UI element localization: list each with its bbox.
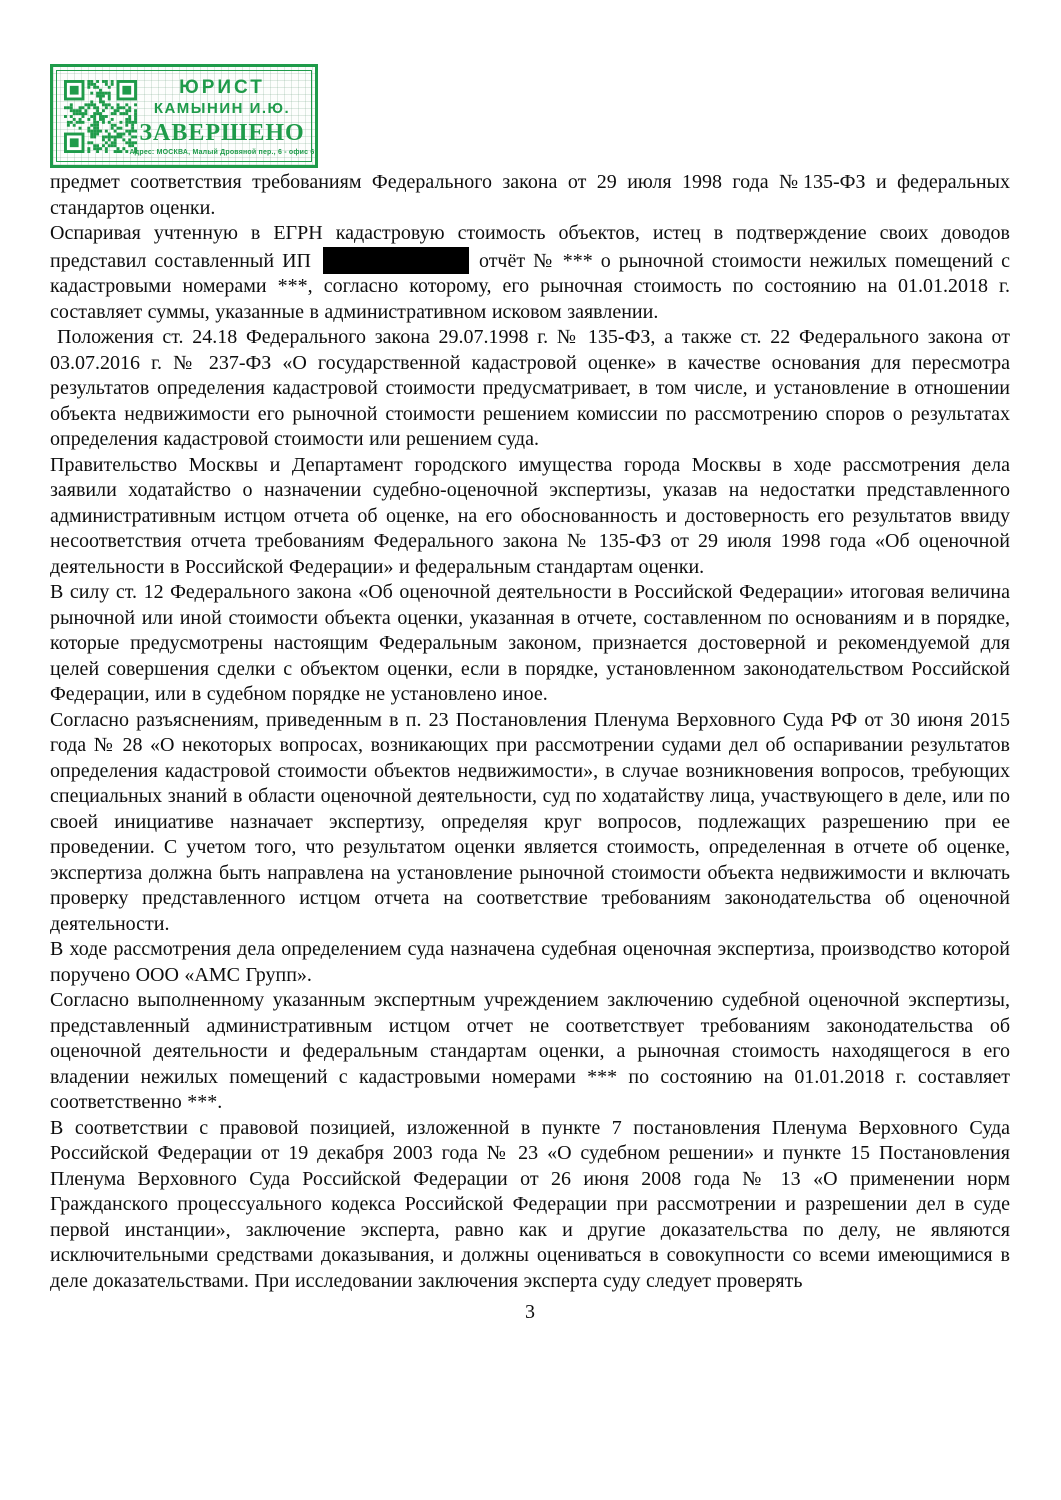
certification-stamp-inner-border: [56, 70, 315, 162]
paragraph-text: отчёт № *** о рыночной стоимости нежилых помещений с кадастровыми номерами ***, согласно которому, его рыночная стоимость по состоянию на 01.01.2018 г. составляет суммы, указанные в административном исковом заявлении.: [50, 249, 1010, 323]
page-number: 3: [525, 1301, 535, 1323]
paragraph: Правительство Москвы и Департамент городского имущества города Москвы в ходе рассмотрения дела заявили ходатайство о назначении судебно-оценочной экспертизы, указав на недостатки представленного административным истцом отчета об оценке, на его обоснованность и достоверность его результатов ввиду несоответствия отчета требованиям Федерального закона № 135-ФЗ от 29 июля 1998 года «Об оценочной деятельности в Российской Федерации» и федеральным стандартам оценки.: [50, 453, 1010, 578]
paragraph-with-redaction: [50, 221, 1010, 325]
paragraph-text: Оспаривая учтенную в ЕГРН кадастровую стоимость объектов, истец в подтверждение своих доводов представил составленный ИП: [50, 222, 1010, 272]
paragraph: предмет соответствия требованиям Федерального закона от 29 июля 1998 года №135-ФЗ и федеральных стандартов оценки.: [50, 171, 1010, 219]
qr-code-icon: [64, 80, 137, 153]
paragraph: Согласно выполненному указанным экспертным учреждением заключению судебной оценочной экспертизы, представленный административным истцом отчет не соответствует требованиям законодательства об оценочной деятельности и федеральным стандартам оценки, а рыночная стоимость находящегося в его владении нежилых помещений с кадастровыми номерами *** по состоянию на 01.01.2018 г. составляет соответственно ***.: [50, 989, 1010, 1113]
paragraph: Согласно разъяснениям, приведенным в п. 23 Постановления Пленума Верховного Суда РФ от 30 июня 2015 года № 28 «О некоторых вопросах, возникающих при рассмотрении судами дел об оспаривании результатов определения кадастровой стоимости объектов недвижимости», в случае возникновения вопросов, требующих специальных знаний в области оценочной деятельности, суд по ходатайству лица, участвующего в деле, или по своей инициативе назначает экспертизу, определяя круг вопросов, подлежащих разрешению при ее проведении. С учетом того, что результатом оценки является стоимость, определенная в отчете об оценке, экспертиза должна быть направлена на установление рыночной стоимости объекта недвижимости и включать проверку представленного истцом отчета на соответствие требованиям законодательства об оценочной деятельности.: [50, 708, 1010, 935]
redaction-box: [323, 247, 469, 274]
stamp-name: КАМЫНИН И.Ю.: [153, 100, 291, 117]
stamp-title: ЮРИСТ: [179, 77, 265, 98]
paragraph: В ходе рассмотрения дела определением суда назначена судебная оценочная экспертиза, производство которой поручено ООО «АМС Групп».: [50, 938, 1010, 986]
stamp-status: ЗАВЕРШЕНО: [139, 120, 305, 146]
paragraph: В силу ст. 12 Федерального закона «Об оценочной деятельности в Российской Федерации» итоговая величина рыночной или иной стоимости объекта оценки, указанная в отчете, составленном по основаниям и в порядке, которые предусмотрены настоящим Федеральным законом, признается достоверной и рекомендуемой для целей совершения сделки с объектом оценки, если в порядке, установленном законодательством Российской Федерации, или в судебном порядке не установлено иное.: [50, 581, 1010, 705]
stamp-text-block: [129, 75, 315, 157]
stamp-address: Адрес: МОСКВА, Малый Дровяной пер., 6 - офис 6: [129, 149, 315, 156]
paragraph: Положения ст. 24.18 Федерального закона 29.07.1998 г. № 135-ФЗ, а также ст. 22 Федерального закона от 03.07.2016 г. № 237-ФЗ «О государственной кадастровой оценке» в качестве основания для пересмотра результатов определения кадастровой стоимости предусматривает, в том числе, и установление в отношении объекта недвижимости его рыночной стоимости решением комиссии по рассмотрению споров о результатах определения кадастровой стоимости или решением суда.: [50, 326, 1010, 450]
document-body: [50, 170, 1010, 1325]
paragraph: В соответствии с правовой позицией, изложенной в пункте 7 постановления Пленума Верховного Суда Российской Федерации от 19 декабря 2003 года № 23 «О судебном решении» и пункте 15 Постановления Пленума Верховного Суда Российской Федерации от 26 июня 2008 года № 13 «О применении норм Гражданского процессуального кодекса Российской Федерации при рассмотрении и разрешении дел в суде первой инстанции», заключение эксперта, равно как и другие доказательства по делу, не являются исключительными средствами доказывания, и должны оцениваться в совокупности со всеми имеющимися в деле доказательствами. При исследовании заключения эксперта суду следует проверять: [50, 1116, 1010, 1292]
certification-stamp: [50, 64, 318, 168]
